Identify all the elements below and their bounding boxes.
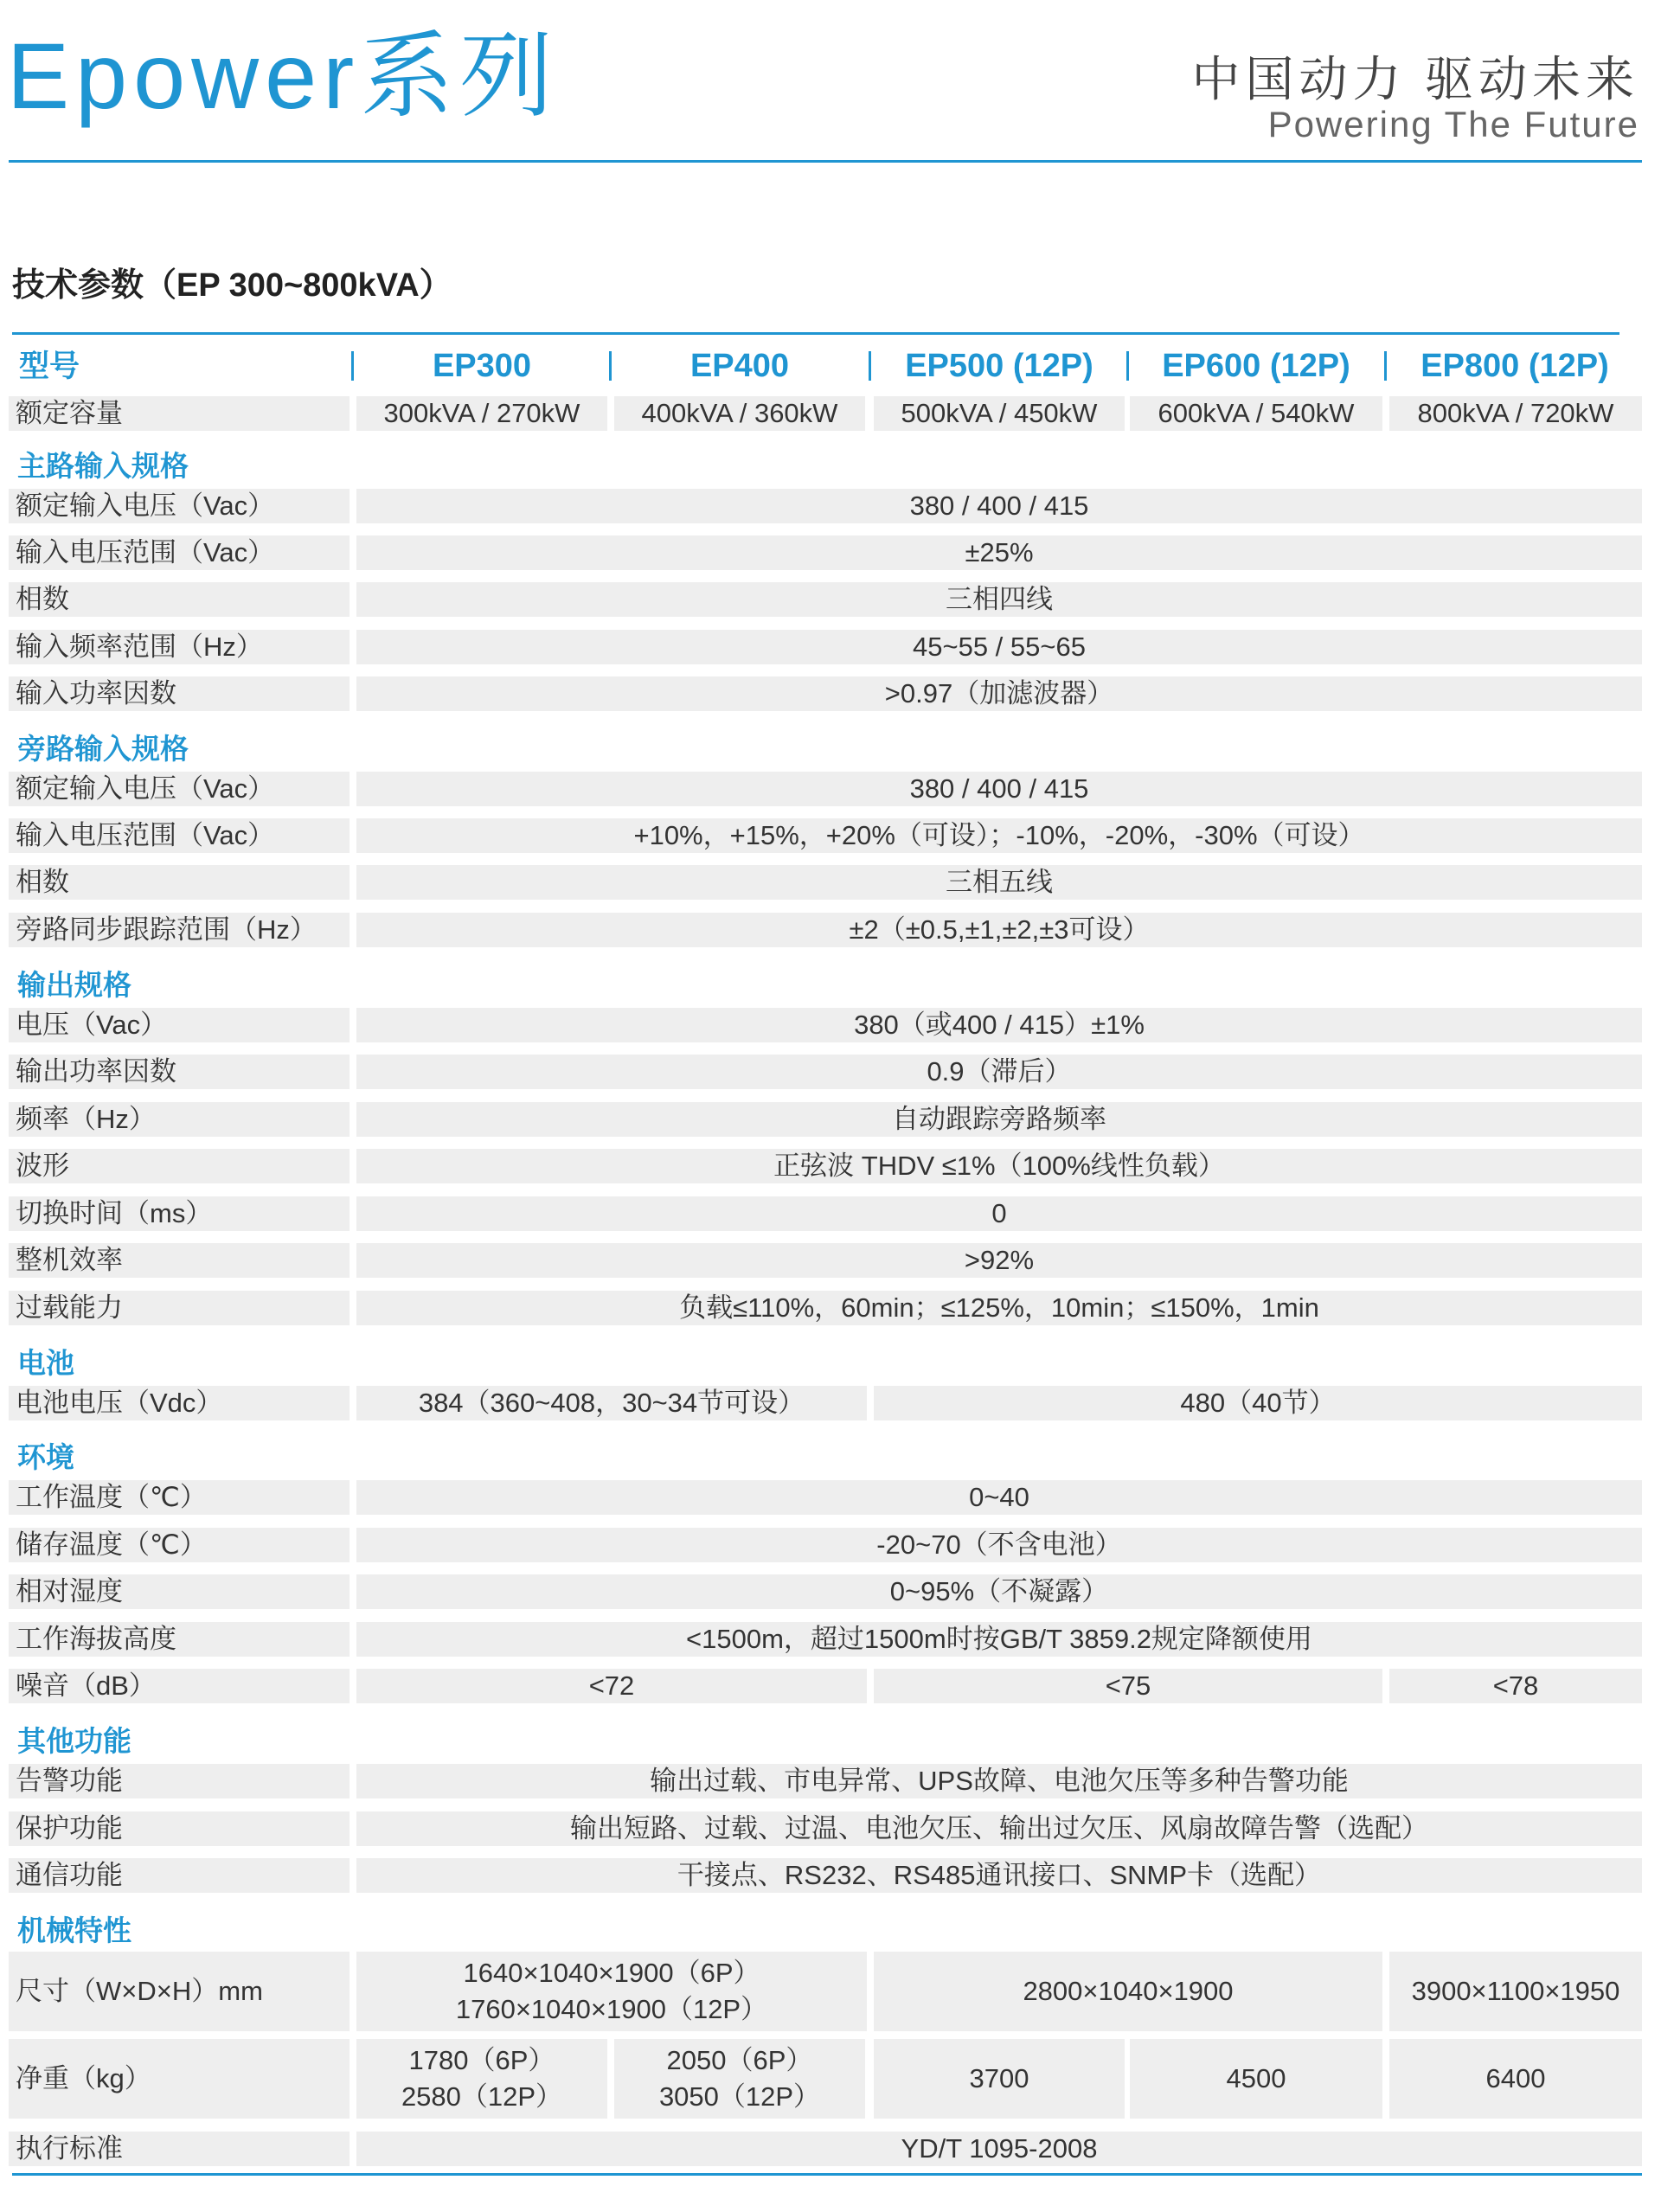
row-value: ±25%	[356, 535, 1642, 570]
table-row	[0, 1528, 1661, 1562]
group-title-output: 输出规格	[17, 969, 131, 1001]
model-ep500: EP500 (12P)	[905, 348, 1093, 385]
table-row	[0, 582, 1661, 617]
table-row	[0, 1811, 1661, 1846]
row-value: 45~55 / 55~65	[356, 630, 1642, 664]
table-row	[0, 913, 1661, 947]
brand-title: Epower系列	[7, 23, 560, 128]
row-value: 输出短路、过载、过温、电池欠压、输出过欠压、风扇故障告警（选配）	[356, 1811, 1642, 1846]
model-separator	[1126, 351, 1129, 381]
row-value: 自动跟踪旁路频率	[356, 1102, 1642, 1137]
table-row	[0, 772, 1661, 806]
group-title-mechanical: 机械特性	[17, 1914, 131, 1946]
slogan-english: Powering The Future	[1267, 104, 1639, 144]
weight-12p: 3050（12P）	[658, 2081, 821, 2112]
table-row	[0, 630, 1661, 664]
model-separator	[609, 351, 612, 381]
row-label: 工作海拔高度	[9, 1622, 350, 1657]
row-value: 三相四线	[356, 582, 1642, 617]
weight-12p: 2580（12P）	[401, 2081, 563, 2112]
row-label: 相对湿度	[9, 1574, 350, 1609]
row-value: 三相五线	[356, 865, 1642, 900]
group-title-battery: 电池	[17, 1347, 74, 1379]
row-value: 干接点、RS232、RS485通讯接口、SNMP卡（选配）	[356, 1858, 1642, 1893]
size-ep300-ep400	[356, 1952, 867, 2031]
table-row	[0, 489, 1661, 523]
row-label: 尺寸（W×D×H）mm	[9, 1952, 350, 2031]
header-divider	[9, 160, 1642, 163]
model-ep800: EP800 (12P)	[1421, 348, 1609, 385]
row-label: 告警功能	[9, 1764, 350, 1798]
model-ep600: EP600 (12P)	[1162, 348, 1350, 385]
table-row	[0, 1102, 1661, 1137]
row-label: 频率（Hz）	[9, 1102, 350, 1137]
table-row	[0, 1243, 1661, 1278]
table-row	[0, 1480, 1661, 1515]
group-title-other-functions: 其他功能	[17, 1725, 131, 1757]
row-value: 0~95%（不凝露）	[356, 1574, 1642, 1609]
row-label: 额定容量	[9, 396, 350, 431]
row-value: 正弦波 THDV ≤1%（100%线性负载）	[356, 1149, 1642, 1183]
row-label: 相数	[9, 582, 350, 617]
weight-ep600: 4500	[1130, 2039, 1382, 2119]
row-label: 通信功能	[9, 1858, 350, 1893]
section-title: 技术参数（EP 300~800kVA）	[12, 267, 452, 304]
table-row	[0, 1669, 1661, 1703]
table-row	[0, 1574, 1661, 1609]
row-label: 波形	[9, 1149, 350, 1183]
model-separator	[351, 351, 354, 381]
row-label: 输入功率因数	[9, 676, 350, 711]
size-6p: 1640×1040×1900（6P）	[463, 1958, 760, 1989]
table-row	[0, 1764, 1661, 1798]
row-label: 保护功能	[9, 1811, 350, 1846]
row-value: 380 / 400 / 415	[356, 489, 1642, 523]
table-row	[0, 1149, 1661, 1183]
capacity-ep800: 800kVA / 720kW	[1389, 396, 1642, 431]
row-label: 额定输入电压（Vac）	[9, 772, 350, 806]
row-value: <1500m，超过1500m时按GB/T 3859.2规定降额使用	[356, 1622, 1642, 1657]
group-title-main-input: 主路输入规格	[17, 450, 189, 482]
row-value: +10%，+15%，+20%（可设）；-10%，-20%，-30%（可设）	[356, 818, 1642, 853]
row-value: 输出过载、市电异常、UPS故障、电池欠压等多种告警功能	[356, 1764, 1642, 1798]
row-value: 0~40	[356, 1480, 1642, 1515]
model-separator	[1384, 351, 1387, 381]
model-row	[0, 347, 1661, 387]
table-row	[0, 1196, 1661, 1231]
model-ep400: EP400	[689, 348, 790, 385]
table-row	[0, 1008, 1661, 1042]
row-value: >0.97（加滤波器）	[356, 676, 1642, 711]
model-label: 型号	[19, 349, 80, 384]
table-row	[0, 1291, 1661, 1325]
weight-ep300	[356, 2039, 607, 2119]
weight-6p: 2050（6P）	[666, 2045, 813, 2076]
battery-ep500-ep800: 480（40节）	[874, 1386, 1642, 1420]
weight-6p: 1780（6P）	[408, 2045, 555, 2076]
table-row	[0, 535, 1661, 570]
row-value: 0	[356, 1196, 1642, 1231]
model-ep300: EP300	[432, 348, 532, 385]
table-row	[0, 396, 1661, 431]
row-label: 输入电压范围（Vac）	[9, 818, 350, 853]
table-bottom-divider	[12, 2173, 1642, 2176]
row-label: 额定输入电压（Vac）	[9, 489, 350, 523]
capacity-ep400: 400kVA / 360kW	[614, 396, 865, 431]
table-row	[0, 865, 1661, 900]
row-label: 相数	[9, 865, 350, 900]
row-label: 输出功率因数	[9, 1055, 350, 1089]
table-row	[0, 1858, 1661, 1893]
table-row	[0, 2039, 1661, 2119]
group-title-environment: 环境	[17, 1441, 74, 1473]
table-row	[0, 676, 1661, 711]
row-value: 负载≤110%，60min；≤125%，10min；≤150%，1min	[356, 1291, 1642, 1325]
model-separator	[869, 351, 871, 381]
row-label: 输入频率范围（Hz）	[9, 630, 350, 664]
row-label: 执行标准	[9, 2132, 350, 2166]
size-ep500-ep600: 2800×1040×1900	[874, 1952, 1382, 2031]
weight-ep500: 3700	[874, 2039, 1125, 2119]
row-value: 380 / 400 / 415	[356, 772, 1642, 806]
size-ep800: 3900×1100×1950	[1389, 1952, 1642, 2031]
table-row	[0, 2132, 1661, 2166]
row-label: 切换时间（ms）	[9, 1196, 350, 1231]
row-value: YD/T 1095-2008	[356, 2132, 1642, 2166]
capacity-ep300: 300kVA / 270kW	[356, 396, 607, 431]
row-label: 噪音（dB）	[9, 1669, 350, 1703]
row-value: 380（或400 / 415）±1%	[356, 1008, 1642, 1042]
row-value: >92%	[356, 1243, 1642, 1278]
row-label: 输入电压范围（Vac）	[9, 535, 350, 570]
weight-ep800: 6400	[1389, 2039, 1642, 2119]
noise-ep800: <78	[1389, 1669, 1642, 1703]
row-label: 电池电压（Vdc）	[9, 1386, 350, 1420]
group-title-bypass-input: 旁路输入规格	[17, 733, 189, 765]
slogan-chinese: 中国动力 驱动未来	[1191, 52, 1639, 106]
row-label: 储存温度（℃）	[9, 1528, 350, 1562]
row-label: 电压（Vac）	[9, 1008, 350, 1042]
table-row	[0, 1952, 1661, 2031]
row-label: 净重（kg）	[9, 2039, 350, 2119]
row-label: 旁路同步跟踪范围（Hz）	[9, 913, 350, 947]
table-top-divider	[12, 332, 1619, 335]
noise-ep500-ep600: <75	[874, 1669, 1382, 1703]
row-value: 0.9（滞后）	[356, 1055, 1642, 1089]
table-row	[0, 1622, 1661, 1657]
battery-ep300-ep400: 384（360~408，30~34节可设）	[356, 1386, 867, 1420]
table-row	[0, 1386, 1661, 1420]
row-label: 工作温度（℃）	[9, 1480, 350, 1515]
row-label: 过载能力	[9, 1291, 350, 1325]
row-value: -20~70（不含电池）	[356, 1528, 1642, 1562]
noise-ep300-ep400: <72	[356, 1669, 867, 1703]
table-row	[0, 818, 1661, 853]
row-value: ±2（±0.5,±1,±2,±3可设）	[356, 913, 1642, 947]
table-row	[0, 1055, 1661, 1089]
weight-ep400	[614, 2039, 865, 2119]
size-12p: 1760×1040×1900（12P）	[455, 1994, 768, 2024]
capacity-ep600: 600kVA / 540kW	[1130, 396, 1382, 431]
capacity-ep500: 500kVA / 450kW	[874, 396, 1125, 431]
row-label: 整机效率	[9, 1243, 350, 1278]
